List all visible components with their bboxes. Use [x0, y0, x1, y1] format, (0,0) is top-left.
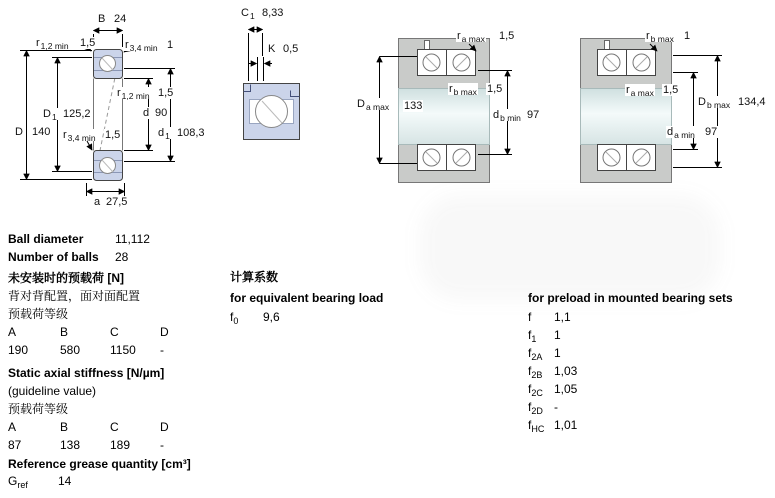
number-of-balls-value: 28 — [115, 250, 129, 264]
dim-K-value: 0,5 — [283, 43, 299, 55]
dim-rb-max-right-value: 1 — [684, 30, 691, 42]
dim-r12-top-value: 1,5 — [80, 37, 96, 49]
dim-d1: $d_1$ — [158, 127, 170, 141]
dim-D1: $D_1$ — [43, 108, 57, 122]
grease-symbol: $G_{ref}$ — [8, 474, 28, 490]
factor-value: - — [554, 400, 558, 414]
preload-factors-title: for preload in mounted bearing sets — [528, 291, 733, 305]
grease-value: 14 — [58, 474, 72, 488]
dim-ra-max-right-value: 1,5 — [663, 84, 679, 96]
f0-value: 9,6 — [263, 310, 280, 324]
factor-value: 1,05 — [554, 382, 578, 396]
factor-symbol: $f_{2A}$ — [528, 346, 543, 362]
dim-r12-top: $r_{1,2 min}$ — [36, 37, 69, 51]
dim-rb-max-right: $r_{b max}$ — [646, 30, 674, 44]
factor-value: 1,01 — [554, 418, 578, 432]
preload-arrangement-line: 背对背配置，面对面配置 — [8, 289, 141, 303]
header-D: D — [160, 420, 169, 434]
preload-factor-row — [528, 311, 571, 325]
preload-factor-row — [528, 419, 577, 433]
dim-rb-max-left-value: 1,5 — [487, 83, 503, 95]
preload-factor-row — [528, 365, 577, 379]
factor-symbol: $f_1$ — [528, 328, 537, 344]
preload-unmounted-title: 未安装时的预载荷 [N] — [8, 271, 124, 285]
calc-factors-subtitle: for equivalent bearing load — [230, 291, 384, 305]
f0-row — [230, 311, 280, 325]
value-A: 87 — [8, 438, 22, 452]
value-D: - — [160, 438, 164, 452]
preload-factor-row — [528, 383, 577, 397]
dim-a: a — [94, 196, 101, 208]
factor-symbol: $f_{2D}$ — [528, 400, 543, 416]
dim-Db-max: $D_{b max}$ — [698, 96, 731, 110]
stiffness-class-line: 预载荷等级 — [8, 402, 69, 416]
dim-da-min: $d_{a min}$ — [667, 126, 695, 140]
header-C: C — [110, 325, 119, 339]
dim-Db-max-value: 134,4 — [738, 96, 766, 108]
dim-ra-max-left: $r_{a max}$ — [457, 30, 485, 44]
dim-D1-value: 125,2 — [63, 108, 91, 120]
value-A: 190 — [8, 343, 29, 357]
header-D: D — [160, 325, 169, 339]
dim-D: D — [15, 126, 23, 138]
factor-value: 1 — [554, 328, 561, 342]
dim-r12-mid-value: 1,5 — [158, 87, 174, 99]
header-A: A — [8, 420, 17, 434]
dim-r34-top-value: 1 — [167, 39, 174, 51]
dim-K: K — [268, 43, 276, 55]
abutment-drawing-right — [581, 39, 723, 183]
number-of-balls-label: Number of balls — [8, 250, 99, 264]
dim-r34-bot: $r_{3,4 min}$ — [63, 129, 96, 143]
preload-factor-row — [528, 401, 558, 415]
preload-factor-row — [528, 329, 561, 343]
factor-value: 1 — [554, 346, 561, 360]
value-B: 138 — [60, 438, 81, 452]
factor-symbol: $f_{HC}$ — [528, 418, 545, 434]
dim-D-value: 140 — [32, 126, 51, 138]
value-B: 580 — [60, 343, 81, 357]
header-B: B — [60, 325, 69, 339]
dim-d: d — [143, 107, 150, 119]
factor-symbol: $f_{2C}$ — [528, 382, 543, 398]
stiffness-title: Static axial stiffness [N/µm] — [8, 366, 165, 380]
header-C: C — [110, 420, 119, 434]
dim-C1: $C_1$ — [241, 7, 255, 21]
dim-db-min: $d_{b min}$ — [493, 109, 521, 123]
dim-r12-mid: $r_{1,2 min}$ — [117, 87, 150, 101]
factor-value: 1,03 — [554, 364, 578, 378]
factor-symbol: f — [528, 310, 532, 324]
dim-C1-value: 8,33 — [262, 7, 284, 19]
value-C: 189 — [110, 438, 131, 452]
ball-diameter-value: 11,112 — [115, 232, 150, 246]
f0-symbol: $f_0$ — [230, 310, 239, 326]
stiffness-guideline: (guideline value) — [8, 384, 97, 398]
calc-factors-title: 计算系数 — [230, 270, 279, 284]
dim-db-min-value: 97 — [527, 109, 540, 121]
dim-rb-max-left: $r_{b max}$ — [449, 83, 477, 97]
dim-da-min-value: 97 — [705, 126, 718, 138]
dim-a-value: 27,5 — [106, 196, 128, 208]
grease-row — [8, 475, 71, 489]
factor-value: 1,1 — [554, 310, 571, 324]
dim-ra-max-left-value: 1,5 — [499, 30, 515, 42]
preload-class-line: 预载荷等级 — [8, 307, 69, 321]
dim-r34-bot-value: 1,5 — [105, 129, 121, 141]
stiffness-class-headers — [8, 421, 169, 435]
dim-d-value: 90 — [155, 107, 168, 119]
preload-class-headers — [8, 326, 169, 340]
dim-Da-max-value: 133 — [404, 100, 423, 112]
stiffness-class-values — [8, 439, 164, 453]
dim-Da-max: $D_{a max}$ — [357, 98, 390, 112]
value-D: - — [160, 343, 164, 357]
dim-ra-max-right: $r_{a max}$ — [626, 84, 654, 98]
preload-class-values — [8, 344, 164, 358]
preload-factor-row — [528, 347, 561, 361]
dim-B: B — [98, 13, 106, 25]
dim-r34-top: $r_{3,4 min}$ — [125, 39, 158, 53]
grease-title: Reference grease quantity [cm³] — [8, 457, 191, 471]
value-C: 1150 — [110, 343, 136, 357]
factor-symbol: $f_{2B}$ — [528, 364, 543, 380]
header-A: A — [8, 325, 17, 339]
header-B: B — [60, 420, 69, 434]
dim-B-value: 24 — [114, 13, 127, 25]
ball-diameter-label: Ball diameter — [8, 232, 84, 246]
dim-d1-value: 108,3 — [177, 127, 205, 139]
